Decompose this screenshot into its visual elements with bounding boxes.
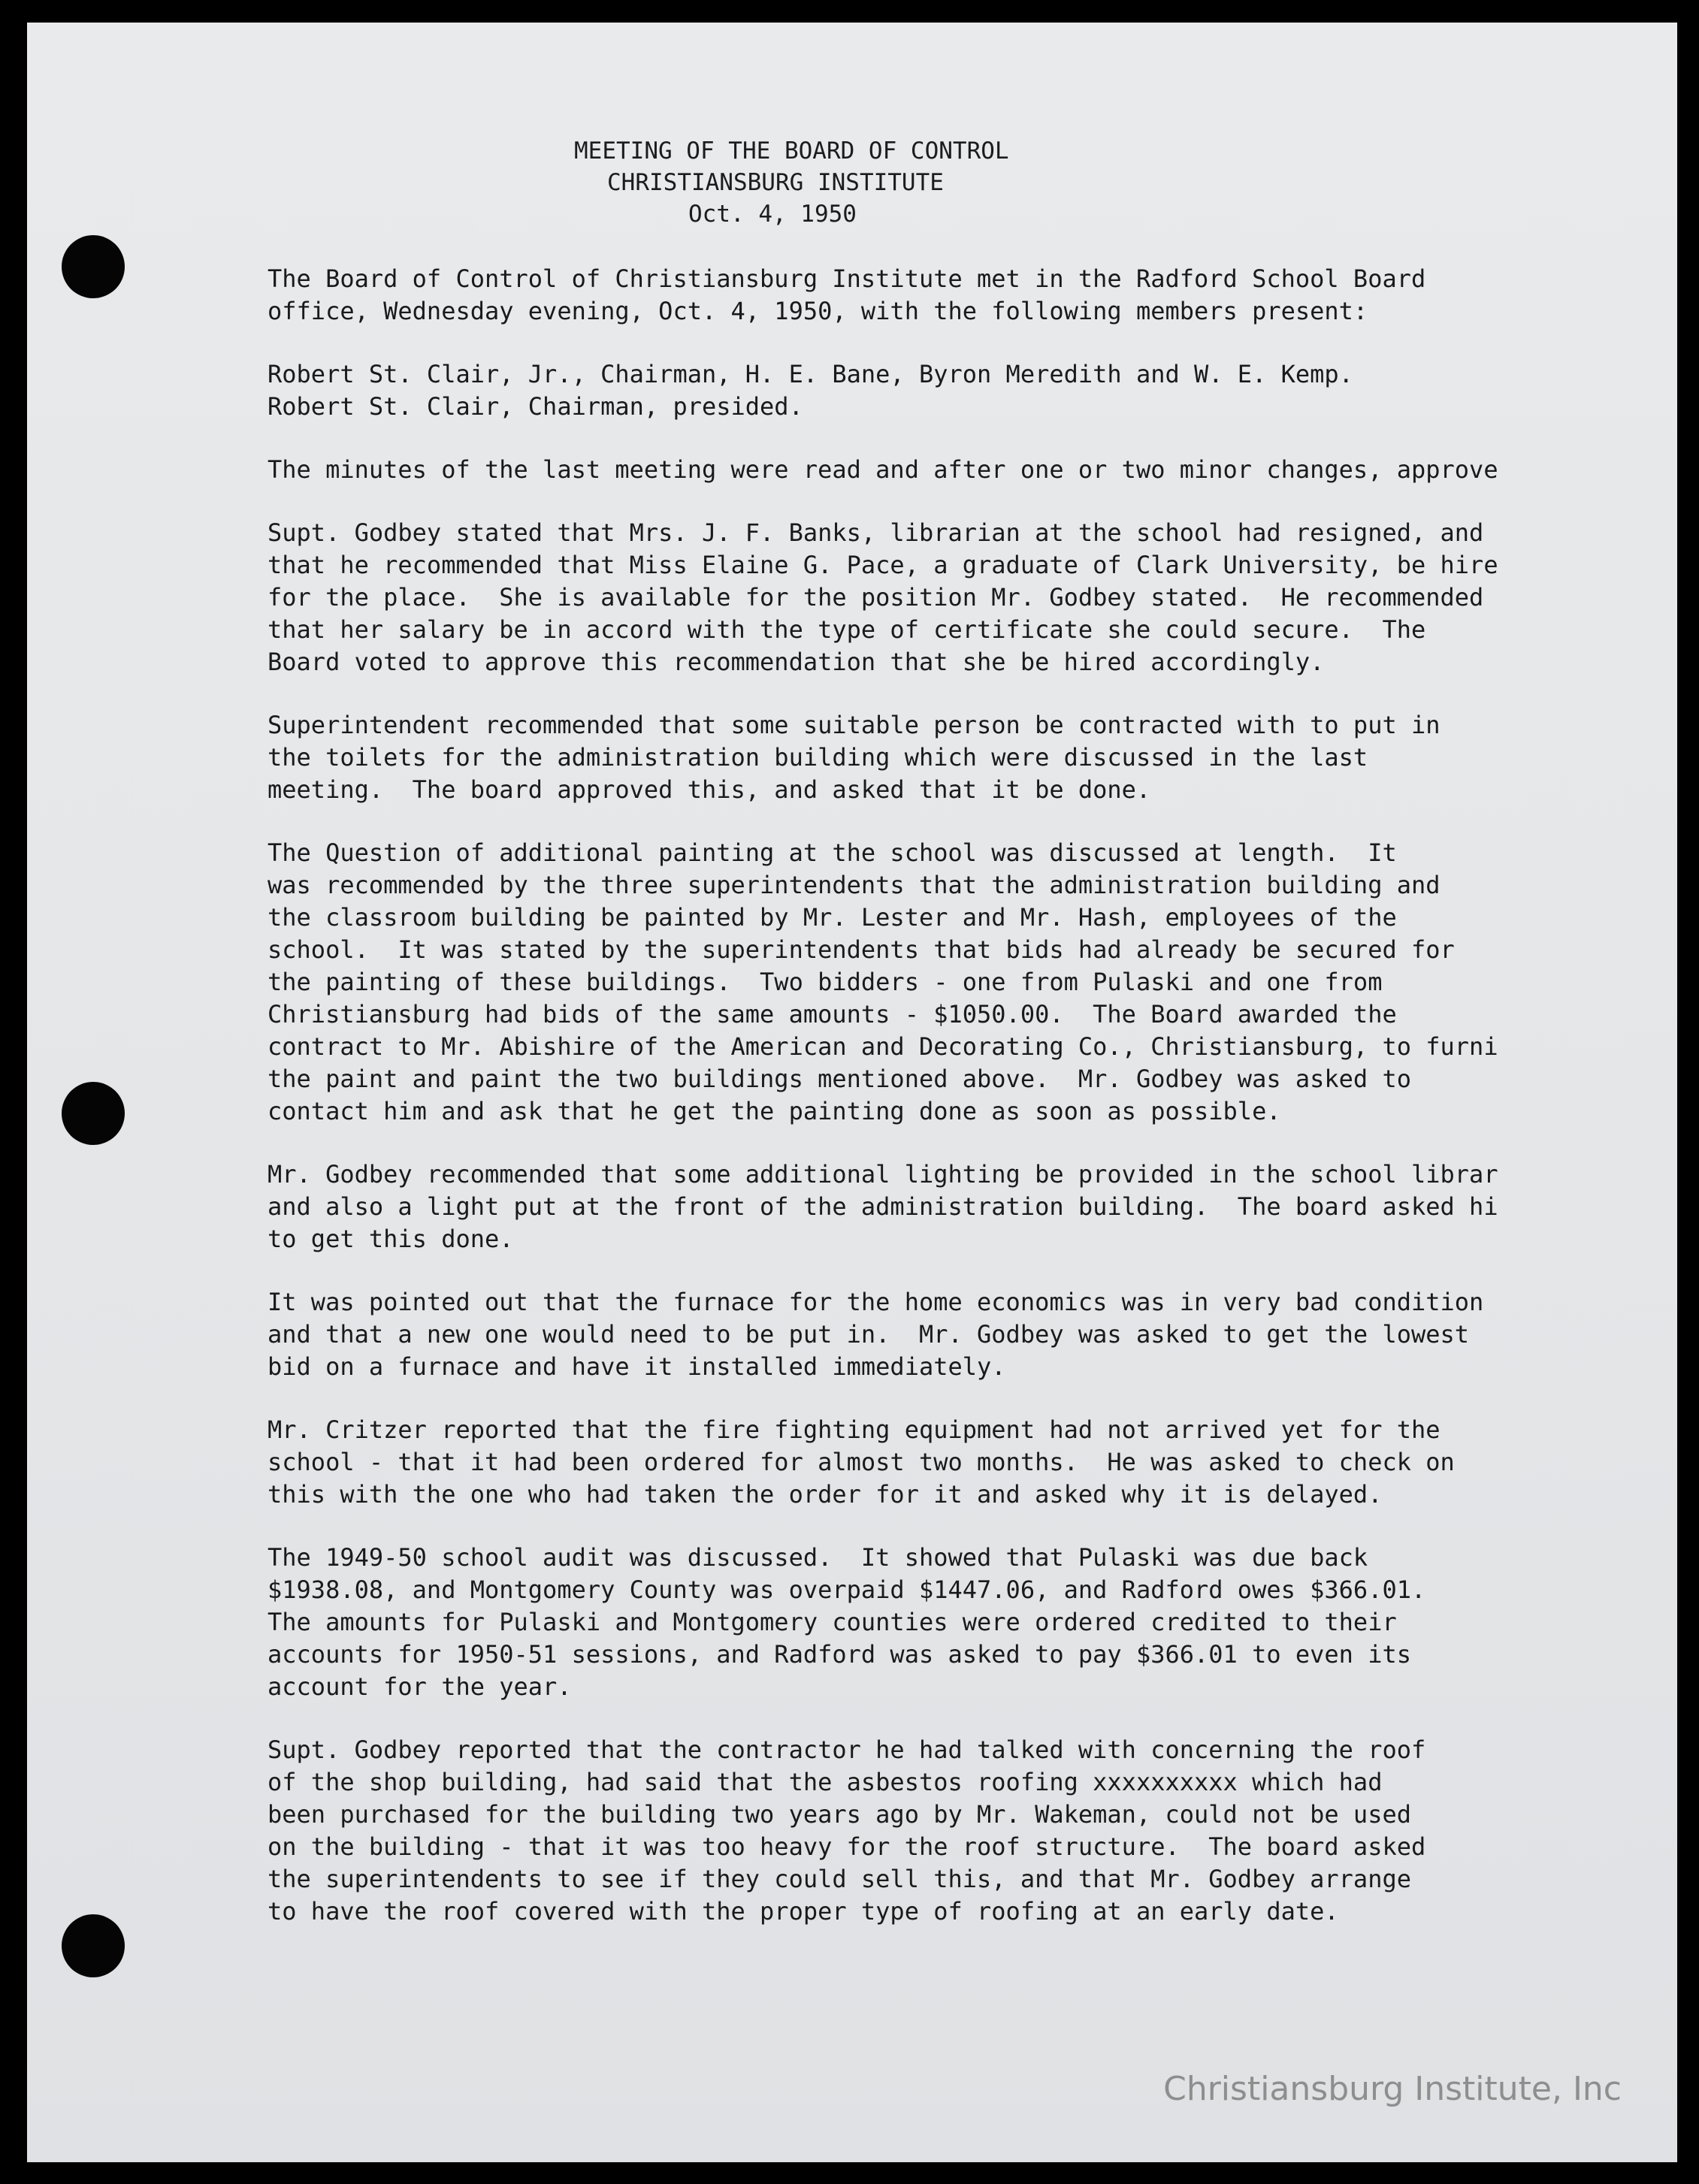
binder-hole-top <box>62 235 125 298</box>
paragraph-line: of the shop building, had said that the asbestos roofing xxxxxxxxxx which had <box>268 1768 1383 1796</box>
paragraph-line: the painting of these buildings. Two bidders - one from Pulaski and one from <box>268 968 1383 996</box>
paragraph-line: for the place. She is available for the position Mr. Godbey stated. He recommended <box>268 583 1484 612</box>
paragraph-line: school - that it had been ordered for almost two months. He was asked to check on <box>268 1448 1455 1476</box>
watermark-text: Christiansburg Institute, Inc <box>1163 2070 1622 2108</box>
heading-title: MEETING OF THE BOARD OF CONTROL <box>574 137 1009 165</box>
binder-hole-middle <box>62 1082 125 1145</box>
paragraph-line: the paint and paint the two buildings mentioned above. Mr. Godbey was asked to <box>268 1065 1411 1093</box>
minutes-body <box>268 263 1658 1959</box>
paragraph-line: contract to Mr. Abishire of the American and Decorating Co., Christiansburg, to furni <box>268 1032 1498 1061</box>
minutes-paragraph <box>268 263 1658 328</box>
paragraph-line: The Question of additional painting at the school was discussed at length. It <box>268 838 1397 867</box>
paragraph-line: Robert St. Clair, Jr., Chairman, H. E. Bane, Byron Meredith and W. E. Kemp. <box>268 360 1353 388</box>
heading-date: Oct. 4, 1950 <box>688 201 857 228</box>
minutes-paragraph <box>268 1734 1658 1928</box>
paragraph-line: on the building - that it was too heavy for the roof structure. The board asked <box>268 1832 1426 1861</box>
minutes-paragraph <box>268 709 1658 806</box>
paragraph-line: accounts for 1950-51 sessions, and Radford was asked to pay $366.01 to even its <box>268 1640 1411 1669</box>
paragraph-line: Superintendent recommended that some suitable person be contracted with to put in <box>268 711 1441 739</box>
paragraph-line: account for the year. <box>268 1672 572 1701</box>
paragraph-line: Christiansburg had bids of the same amounts - $1050.00. The Board awarded the <box>268 1000 1397 1029</box>
paragraph-line: to have the roof covered with the proper type of roofing at an early date. <box>268 1897 1339 1926</box>
minutes-paragraph <box>268 1286 1658 1383</box>
minutes-paragraph <box>268 1158 1658 1255</box>
paragraph-line: The minutes of the last meeting were read and after one or two minor changes, approve <box>268 455 1498 484</box>
binder-hole-bottom <box>62 1914 125 1977</box>
paragraph-line: and that a new one would need to be put in. Mr. Godbey was asked to get the lowest <box>268 1320 1470 1349</box>
paragraph-line: was recommended by the three superintendents that the administration building and <box>268 871 1441 899</box>
paragraph-line: school. It was stated by the superintendents that bids had already be secured for <box>268 935 1455 964</box>
paragraph-line: The amounts for Pulaski and Montgomery counties were ordered credited to their <box>268 1608 1397 1636</box>
paragraph-line: the toilets for the administration building which were discussed in the last <box>268 743 1368 772</box>
paragraph-line: Mr. Godbey recommended that some additional lighting be provided in the school librar <box>268 1160 1498 1189</box>
paragraph-line: to get this done. <box>268 1225 514 1253</box>
paragraph-line: bid on a furnace and have it installed immediately. <box>268 1352 1006 1381</box>
document-page <box>27 23 1677 2162</box>
paragraph-line: Board voted to approve this recommendation that she be hired accordingly. <box>268 648 1325 676</box>
minutes-paragraph <box>268 837 1658 1128</box>
paragraph-line: meeting. The board approved this, and asked that it be done. <box>268 775 1151 804</box>
paragraph-line: that her salary be in accord with the type of certificate she could secure. The <box>268 615 1426 644</box>
paragraph-line: It was pointed out that the furnace for the home economics was in very bad condition <box>268 1288 1484 1316</box>
minutes-paragraph <box>268 1414 1658 1511</box>
minutes-paragraph <box>268 517 1658 678</box>
heading-institution: CHRISTIANSBURG INSTITUTE <box>607 169 944 196</box>
paragraph-line: office, Wednesday evening, Oct. 4, 1950, with the following members present: <box>268 297 1368 325</box>
paragraph-line: been purchased for the building two years ago by Mr. Wakeman, could not be used <box>268 1800 1411 1829</box>
minutes-paragraph <box>268 454 1658 486</box>
paragraph-line: $1938.08, and Montgomery County was overpaid $1447.06, and Radford owes $366.01. <box>268 1575 1426 1604</box>
paragraph-line: Robert St. Clair, Chairman, presided. <box>268 392 803 421</box>
paragraph-line: the classroom building be painted by Mr. Lester and Mr. Hash, employees of the <box>268 903 1397 932</box>
minutes-paragraph <box>268 1542 1658 1703</box>
paragraph-line: that he recommended that Miss Elaine G. Pace, a graduate of Clark University, be hire <box>268 551 1498 579</box>
paragraph-line: the superintendents to see if they could sell this, and that Mr. Godbey arrange <box>268 1865 1411 1893</box>
paragraph-line: Supt. Godbey stated that Mrs. J. F. Banks, librarian at the school had resigned, and <box>268 518 1484 547</box>
paragraph-line: Supt. Godbey reported that the contractor he had talked with concerning the roof <box>268 1735 1426 1764</box>
paragraph-line: The 1949-50 school audit was discussed. It showed that Pulaski was due back <box>268 1543 1368 1572</box>
paragraph-line: The Board of Control of Christiansburg Institute met in the Radford School Board <box>268 264 1426 293</box>
paragraph-line: Mr. Critzer reported that the fire fighting equipment had not arrived yet for the <box>268 1415 1441 1444</box>
paragraph-line: this with the one who had taken the order for it and asked why it is delayed. <box>268 1480 1383 1509</box>
minutes-paragraph <box>268 358 1658 423</box>
paragraph-line: contact him and ask that he get the painting done as soon as possible. <box>268 1097 1281 1125</box>
paragraph-line: and also a light put at the front of the administration building. The board asked hi <box>268 1192 1498 1221</box>
